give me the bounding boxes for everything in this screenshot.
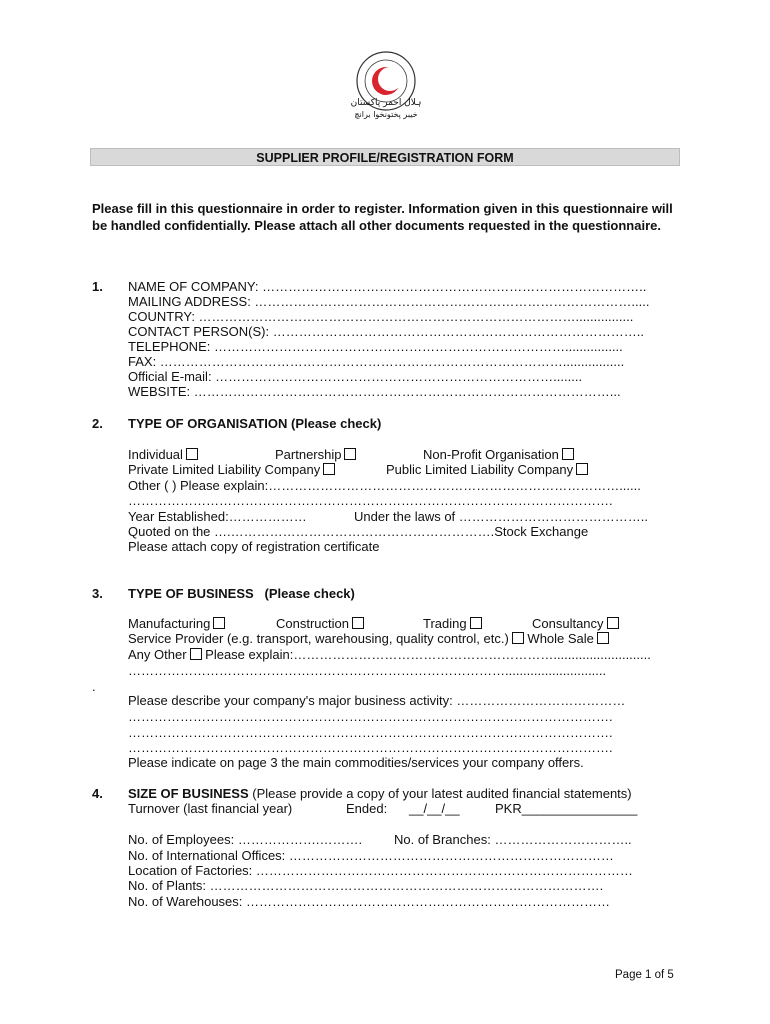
intl-offices-row[interactable]: No. of International Offices: ………………………………………………………………… [128, 848, 614, 863]
section-4-number: 4. [92, 786, 103, 801]
country-label: COUNTRY: [128, 309, 195, 324]
indicate-commodities-note: Please indicate on page 3 the main commodities/services your company offers. [128, 755, 584, 770]
website-label: WEBSITE: [128, 384, 191, 399]
plants-row[interactable]: No. of Plants: ………………………………………………………………………………. [128, 878, 604, 893]
nonprofit-label: Non-Profit Organisation [423, 447, 559, 462]
describe-activity-label: Please describe your company's major business activity: [128, 693, 453, 708]
consultancy-option[interactable] [532, 616, 619, 631]
manufacturing-checkbox[interactable] [213, 617, 225, 629]
wholesale-checkbox[interactable] [597, 632, 609, 644]
manufacturing-option[interactable] [128, 616, 225, 631]
construction-option[interactable] [276, 616, 364, 631]
individual-checkbox[interactable] [186, 448, 198, 460]
trading-option[interactable] [423, 616, 482, 631]
mailing-address-label: MAILING ADDRESS: [128, 294, 251, 309]
org-other-row[interactable]: Other ( ) Please explain:………………………………………………………………………...... [128, 478, 641, 493]
quoted-row[interactable]: Quoted on the ….…………………………………………………….Stock Exchange [128, 524, 589, 539]
section-4-title-rest: (Please provide a copy of your latest audited financial statements) [248, 786, 632, 801]
service-provider-option[interactable] [128, 631, 609, 646]
wholesale-label: Whole Sale [527, 631, 594, 646]
section-4-title [128, 786, 632, 801]
section-1-number: 1. [92, 279, 103, 294]
logo-caption [350, 98, 422, 120]
title-bar [90, 148, 680, 166]
attach-certificate-note: Please attach copy of registration certificate [128, 539, 380, 554]
laws-row[interactable]: Under the laws of …………………………………….. [354, 509, 649, 524]
website-row[interactable]: WEBSITE: ……………………………………………………………………………………... [128, 384, 621, 399]
laws-label: Under the laws of [354, 509, 456, 524]
branches-row[interactable]: No. of Branches: ………………………….. [394, 832, 632, 847]
logo-urdu-line-1: ہلال احمر پاکستان [350, 98, 422, 108]
email-label: Official E-mail: [128, 369, 212, 384]
construction-checkbox[interactable] [352, 617, 364, 629]
ended-label: Ended: [346, 801, 388, 816]
page-number: Page 1 of 5 [615, 969, 674, 981]
employees-row[interactable]: No. of Employees: ……………….………. [128, 832, 363, 847]
section-3-number: 3. [92, 586, 103, 601]
org-other-continuation[interactable]: …………………………………………………………………………………………………. [128, 493, 613, 508]
factories-label: Location of Factories: [128, 863, 253, 878]
service-provider-checkbox[interactable] [512, 632, 524, 644]
nonprofit-option[interactable] [423, 447, 574, 462]
trading-checkbox[interactable] [470, 617, 482, 629]
section-4-title-bold: SIZE OF BUSINESS [128, 786, 249, 801]
stock-exchange-label: Stock Exchange [494, 524, 589, 539]
stray-period: . [92, 679, 96, 694]
partnership-checkbox[interactable] [344, 448, 356, 460]
service-provider-label: Service Provider (e.g. transport, warehousing, quality control, etc.) [128, 631, 509, 646]
employees-label: No. of Employees: [128, 832, 235, 847]
email-row[interactable]: Official E-mail: ……………………………………………………………………........ [128, 369, 583, 384]
intro-text: Please fill in this questionnaire in order to register. Information given in this questionnaire will be handled confidentially. Please attach all other documents requested in the questionnaire. [92, 201, 673, 233]
manufacturing-label: Manufacturing [128, 616, 211, 631]
country-row[interactable]: COUNTRY: ……………………………………………………………………………................ [128, 309, 634, 324]
contact-person-row[interactable]: CONTACT PERSON(S): ………………………………………………………………………….. [128, 324, 644, 339]
company-name-row[interactable]: NAME OF COMPANY: …………………………………………………………………………….. [128, 279, 647, 294]
year-established-row[interactable]: Year Established:……………… [128, 509, 307, 524]
quoted-label: Quoted on the [128, 524, 211, 539]
warehouses-row[interactable]: No. of Warehouses: ………………………………………………………………………… [128, 894, 611, 909]
consultancy-label: Consultancy [532, 616, 604, 631]
public-checkbox[interactable] [576, 463, 588, 475]
describe-line-3[interactable]: …………………………………………………………………………………………………. [128, 740, 613, 755]
any-other-continuation[interactable]: ……………………………………………………………………………............................ [128, 663, 607, 678]
individual-label: Individual [128, 447, 183, 462]
fax-label: FAX: [128, 354, 157, 369]
fax-row[interactable]: FAX: …………………………………………………………………………………................. [128, 354, 625, 369]
describe-line-1[interactable]: …………………………………………………………………………………………………. [128, 709, 613, 724]
private-option[interactable] [128, 462, 335, 477]
ended-date-field[interactable]: __/__/__ [409, 801, 460, 816]
contact-person-label: CONTACT PERSON(S): [128, 324, 270, 339]
org-other-label: Other ( ) Please explain: [128, 478, 269, 493]
section-3-title: TYPE OF BUSINESS (Please check) [128, 586, 355, 601]
year-established-label: Year Established: [128, 509, 229, 524]
telephone-row[interactable]: TELEPHONE: ………………………………………………………………………................ [128, 339, 623, 354]
turnover-label: Turnover (last financial year) [128, 801, 293, 816]
individual-option[interactable] [128, 447, 198, 462]
any-other-explain-label: Please explain: [205, 647, 294, 662]
partnership-label: Partnership [275, 447, 342, 462]
describe-line-2[interactable]: …………………………………………………………………………………………………. [128, 725, 613, 740]
any-other-label: Any Other [128, 647, 187, 662]
construction-label: Construction [276, 616, 349, 631]
intl-offices-label: No. of International Offices: [128, 848, 286, 863]
company-name-label: NAME OF COMPANY: [128, 279, 259, 294]
factories-row[interactable]: Location of Factories: …………………………………………………………………………… [128, 863, 633, 878]
partnership-option[interactable] [275, 447, 356, 462]
warehouses-label: No. of Warehouses: [128, 894, 243, 909]
plants-label: No. of Plants: [128, 878, 207, 893]
trading-label: Trading [423, 616, 467, 631]
any-other-row[interactable]: Any Other Please explain:……………………………………………………........................... [128, 647, 651, 662]
nonprofit-checkbox[interactable] [562, 448, 574, 460]
describe-activity-row[interactable]: Please describe your company's major business activity: ………………………………… [128, 693, 626, 708]
logo-urdu-line-2: خیبر پختونخوا برانچ [354, 110, 418, 119]
pkr-field[interactable]: PKR________________ [495, 801, 638, 816]
public-option[interactable] [386, 462, 588, 477]
any-other-checkbox[interactable] [190, 648, 202, 660]
private-label: Private Limited Liability Company [128, 462, 321, 477]
branches-label: No. of Branches: [394, 832, 491, 847]
mailing-address-row[interactable]: MAILING ADDRESS: ……………………………………………………………………………..... [128, 294, 650, 309]
section-2-number: 2. [92, 416, 103, 431]
section-2-title: TYPE OF ORGANISATION (Please check) [128, 416, 382, 431]
page-title: SUPPLIER PROFILE/REGISTRATION FORM [256, 151, 514, 165]
telephone-label: TELEPHONE: [128, 339, 211, 354]
private-checkbox[interactable] [323, 463, 335, 475]
consultancy-checkbox[interactable] [607, 617, 619, 629]
public-label: Public Limited Liability Company [386, 462, 574, 477]
